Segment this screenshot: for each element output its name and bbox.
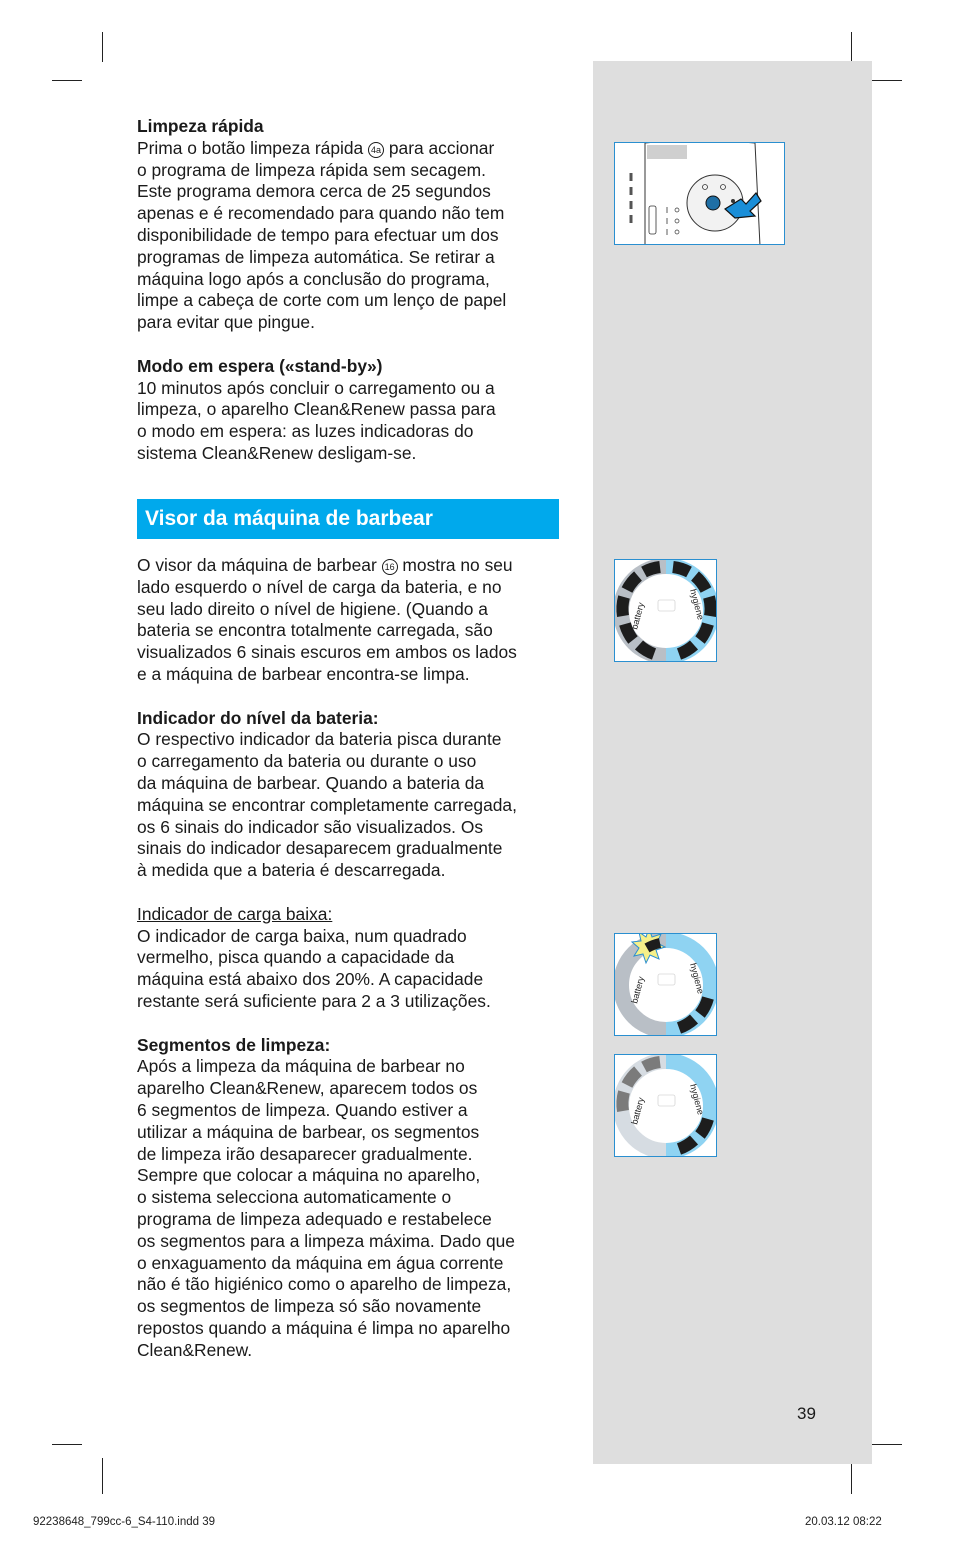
paragraph-line: máquina está abaixo dos 20%. A capacidade: [137, 969, 484, 990]
paragraph-line: Este programa demora cerca de 25 segundos: [137, 181, 491, 202]
crop-mark: [851, 32, 852, 62]
print-slug-left: 92238648_799cc-6_S4-110.indd 39: [33, 1516, 216, 1528]
paragraph-line: para evitar que pingue.: [137, 312, 315, 333]
paragraph-line: 10 minutos após concluir o carregamento ou a: [137, 377, 495, 398]
battery-label: battery: [629, 975, 647, 1005]
paragraph-line: bateria se encontra totalmente carregada, são: [137, 620, 493, 641]
reference-number-4a: 4a: [368, 142, 384, 158]
paragraph-line: limpe a cabeça de corte com um lenço de papel: [137, 290, 507, 311]
crop-mark: [52, 1444, 82, 1445]
paragraph-line: o sistema selecciona automaticamente o: [137, 1187, 452, 1208]
paragraph-line: o carregamento da bateria ou durante o uso: [137, 751, 477, 772]
display-full-illustration: [615, 560, 717, 662]
paragraph-line: à medida que a bateria é descarregada.: [137, 860, 446, 881]
paragraph-line: de limpeza irão desaparecer gradualmente.: [137, 1143, 473, 1164]
paragraph-line: máquina logo após a conclusão do programa,: [137, 268, 490, 289]
hygiene-label: hygiene: [688, 1082, 706, 1116]
page-number: 39: [797, 1404, 816, 1423]
paragraph-line: vermelho, pisca quando a capacidade da: [137, 947, 455, 968]
section-heading-text: Visor da máquina de barbear: [145, 507, 433, 530]
paragraph-line: o modo em espera: as luzes indicadoras do: [137, 421, 474, 442]
figure-quick-clean-button: [614, 142, 785, 245]
low-charge-title: Indicador de carga baixa:: [137, 903, 333, 924]
paragraph-line: o enxaguamento da máquina em água corrente: [137, 1252, 504, 1273]
paragraph-line: o programa de limpeza rápida sem secagem.: [137, 159, 486, 180]
hygiene-label: hygiene: [688, 587, 706, 621]
paragraph-line: os segmentos para a limpeza máxima. Dado que: [137, 1230, 515, 1251]
paragraph-line: máquina se encontrar completamente carregada,: [137, 794, 517, 815]
crop-mark: [872, 80, 902, 81]
reference-number-16: 16: [382, 559, 398, 575]
battery-label: battery: [629, 601, 647, 631]
crop-mark: [52, 80, 82, 81]
crop-mark: [872, 1444, 902, 1445]
quick-clean-text: Prima o botão limpeza rápida: [137, 137, 369, 158]
crop-mark: [102, 1458, 103, 1494]
print-slug-right: 20.03.12 08:22: [805, 1516, 882, 1528]
paragraph-line: não é tão higiénico como o aparelho de limpeza,: [137, 1274, 512, 1295]
paragraph-line: sinais do indicador desaparecem gradualmente: [137, 838, 503, 859]
standby-title: Modo em espera («stand-by»): [137, 355, 383, 376]
quick-clean-title: Limpeza rápida: [137, 116, 264, 136]
paragraph-line: seu lado direito o nível de higiene. (Quando a: [137, 598, 488, 619]
figure-sidebar: [593, 61, 872, 1464]
paragraph-line: utilizar a máquina de barbear, os segmentos: [137, 1121, 480, 1142]
paragraph-line: apenas e é recomendado para quando não tem: [137, 203, 505, 224]
paragraph-line: O indicador de carga baixa, num quadrado: [137, 925, 467, 946]
paragraph-line: Sempre que colocar a máquina no aparelho,: [137, 1165, 481, 1186]
paragraph-line: da máquina de barbear. Quando a bateria da: [137, 772, 485, 793]
battery-label: battery: [629, 1096, 647, 1126]
quick-clean-text: para accionar: [384, 137, 495, 158]
paragraph-line: sistema Clean&Renew desligam-se.: [137, 442, 417, 463]
paragraph-line: restante será suficiente para 2 a 3 utilizações.: [137, 990, 491, 1011]
cleaning-station-illustration: [615, 143, 785, 245]
paragraph-line: visualizados 6 sinais escuros em ambos os lados: [137, 642, 517, 663]
main-text-column: [137, 116, 562, 465]
paragraph-line: lado esquerdo o nível de carga da bateria, e no: [137, 576, 502, 597]
main-text-column-2: [137, 555, 562, 1361]
display-segments-illustration: [615, 1055, 717, 1157]
paragraph-line: 6 segmentos de limpeza. Quando estiver a: [137, 1099, 468, 1120]
display-text: mostra no seu: [397, 555, 513, 575]
paragraph-line: e a máquina de barbear encontra-se limpa.: [137, 663, 470, 684]
paragraph-line: os 6 sinais do indicador são visualizados. Os: [137, 816, 484, 837]
hygiene-label: hygiene: [688, 961, 706, 995]
figure-display-full: [614, 559, 717, 662]
figure-display-cleaning-segments: [614, 1054, 717, 1157]
paragraph-line: aparelho Clean&Renew, aparecem todos os: [137, 1078, 478, 1099]
paragraph-line: programas de limpeza automática. Se retirar a: [137, 246, 495, 267]
paragraph-line: limpeza, o aparelho Clean&Renew passa para: [137, 399, 496, 420]
paragraph-line: disponibilidade de tempo para efectuar um dos: [137, 224, 499, 245]
display-paragraph: [137, 555, 562, 577]
crop-mark: [102, 32, 103, 62]
paragraph-line: O respectivo indicador da bateria pisca durante: [137, 729, 502, 750]
battery-indicator-title: Indicador do nível da bateria:: [137, 707, 379, 728]
paragraph-line: os segmentos de limpeza só são novamente: [137, 1296, 482, 1317]
quick-clean-paragraph: [137, 138, 562, 160]
figure-display-low-charge: [614, 933, 717, 1036]
section-heading: [137, 499, 559, 539]
display-text: O visor da máquina de barbear: [137, 555, 382, 575]
display-low-charge-illustration: [615, 934, 717, 1036]
paragraph-line: repostos quando a máquina é limpa no aparelho: [137, 1317, 511, 1338]
paragraph-line: Após a limpeza da máquina de barbear no: [137, 1056, 465, 1077]
paragraph-line: Clean&Renew.: [137, 1339, 253, 1360]
cleaning-segments-title: Segmentos de limpeza:: [137, 1034, 331, 1055]
paragraph-line: programa de limpeza adequado e restabelece: [137, 1208, 492, 1229]
